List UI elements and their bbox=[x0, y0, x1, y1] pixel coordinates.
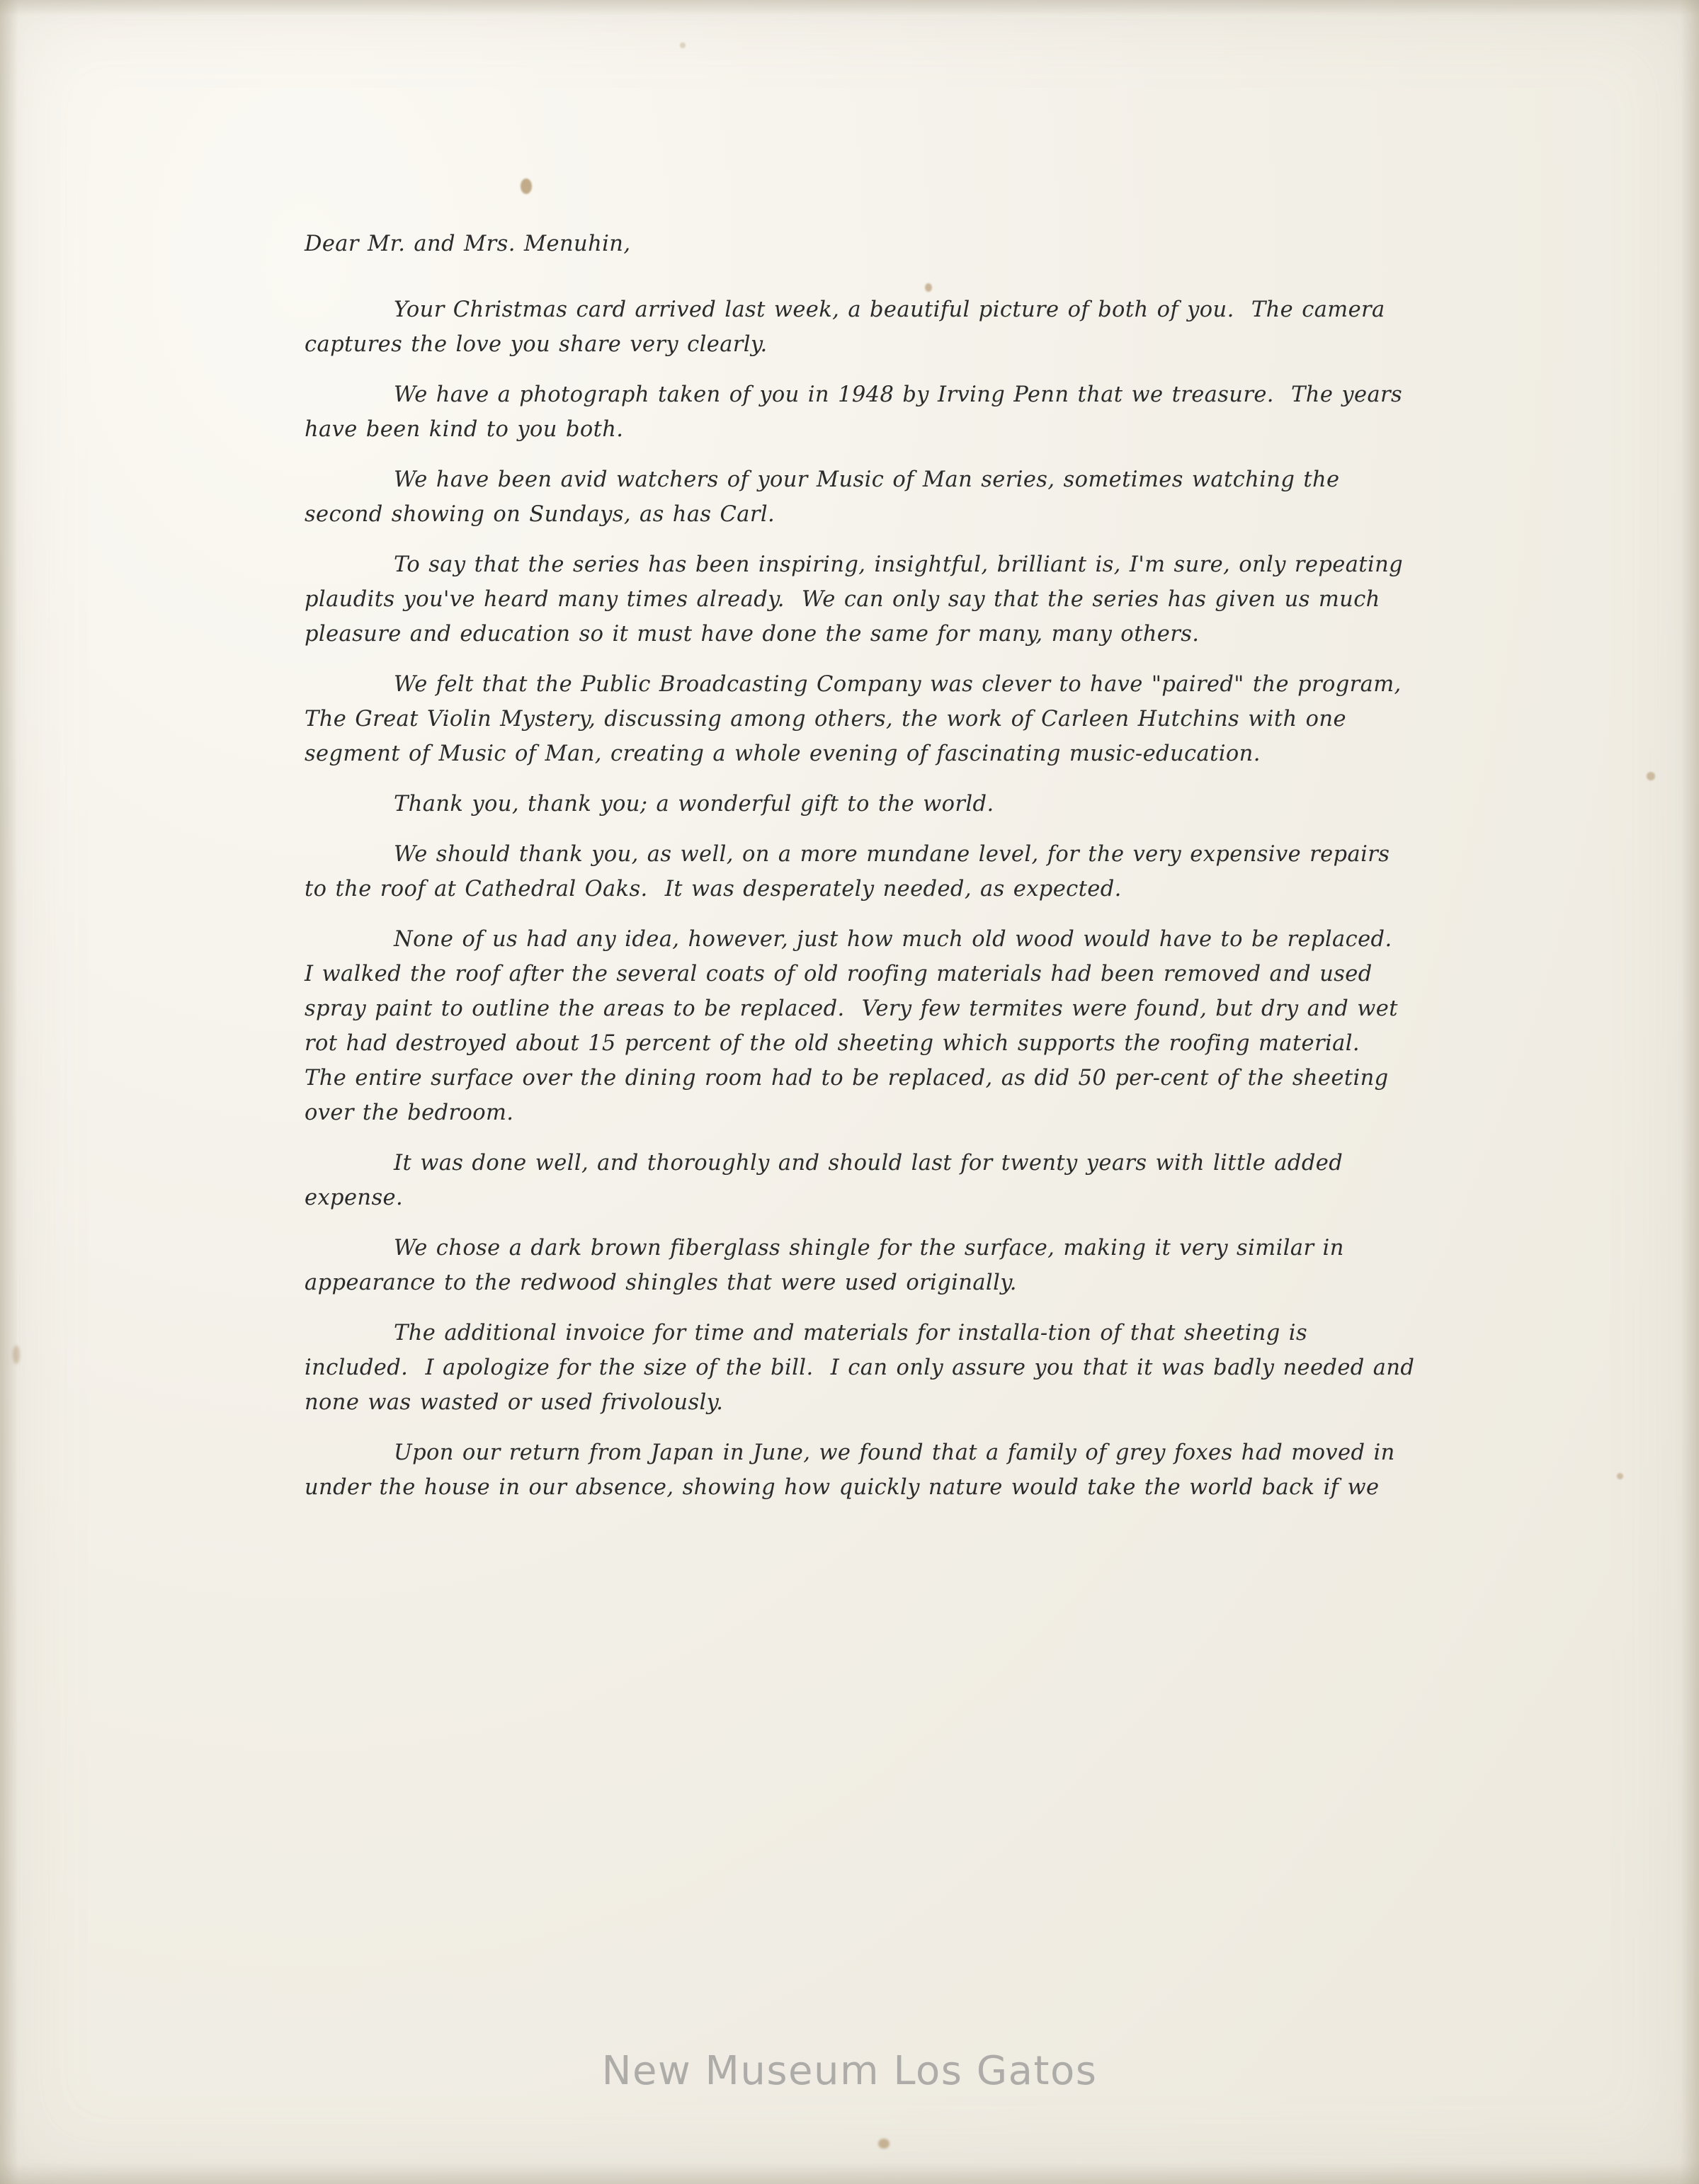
paper-stain bbox=[1617, 1473, 1623, 1479]
museum-watermark: New Museum Los Gatos bbox=[601, 2048, 1098, 2094]
letter-paragraph: We should thank you, as well, on a more mundane level, for the very expensive repairs to the roof at Cathedral Oaks. It was desperately needed, as expected. bbox=[305, 842, 1399, 902]
paper-stain bbox=[1647, 772, 1655, 780]
letter-paragraph: To say that the series has been inspiring, insightful, brilliant is, I'm sure, only repeating plaudits you've heard many times already. We can only say that the series has given us much pleasure and education so it must have done the same for many, many others. bbox=[305, 552, 1412, 647]
letter-paragraph: We chose a dark brown fiberglass shingle for the surface, making it very similar in appearance to the redwood shingles that were used originally. bbox=[305, 1236, 1353, 1295]
letter-salutation: Dear Mr. and Mrs. Menuhin, bbox=[305, 232, 631, 256]
page-edge-left bbox=[0, 0, 18, 2184]
letter-paragraph: We have a photograph taken of you in 1948 by Irving Penn that we treasure. The years have been kind to you both. bbox=[305, 382, 1411, 442]
page-edge-top bbox=[0, 0, 1699, 16]
letter-paragraph: We have been avid watchers of your Music of Man series, sometimes watching the second showing on Sundays, as has Carl. bbox=[305, 467, 1348, 527]
letter-paragraph: Upon our return from Japan in June, we found that a family of grey foxes had moved in under the house in our absence, showing how quickly nature would take the world back if we bbox=[305, 1440, 1404, 1500]
paper-stain bbox=[13, 1346, 20, 1364]
letter-paragraph: Thank you, thank you; a wonderful gift to the world. bbox=[394, 792, 994, 817]
paper-stain bbox=[680, 42, 686, 48]
letter-paragraph: Your Christmas card arrived last week, a beautiful picture of both of you. The camera captures the love you share very clearly. bbox=[305, 297, 1394, 357]
letter-body bbox=[305, 227, 1424, 1505]
page-edge-bottom bbox=[0, 2163, 1699, 2184]
paper-stain bbox=[521, 178, 532, 194]
letter-paragraph: The additional invoice for time and materials for installa-tion of that sheeting is included. I apologize for the size of the bill. I can only assure you that it was badly needed and none was wasted or used frivolously. bbox=[305, 1321, 1424, 1415]
paper-stain bbox=[878, 2139, 890, 2149]
letter-paragraph: It was done well, and thoroughly and should last for twenty years with little added expense. bbox=[305, 1151, 1352, 1210]
letter-paragraph: We felt that the Public Broadcasting Company was clever to have "paired" the program, The Great Violin Mystery, discussing among others, the work of Carleen Hutchins with one segment of Music of Man, creating a whole evening of fascinating music-education. bbox=[305, 672, 1410, 766]
page-edge-right bbox=[1681, 0, 1699, 2184]
letter-paragraph: None of us had any idea, however, just how much old wood would have to be replaced. I walked the roof after the several coats of old roofing materials had been removed and used spray paint to outline the areas to be replaced. Very few termites were found, but dry and wet rot had destroyed about 15 percent of the old sheeting which supports the roofing material. The entire surface over the dining room had to be replaced, as did 50 per-cent of the sheeting over the bedroom. bbox=[305, 927, 1409, 1125]
